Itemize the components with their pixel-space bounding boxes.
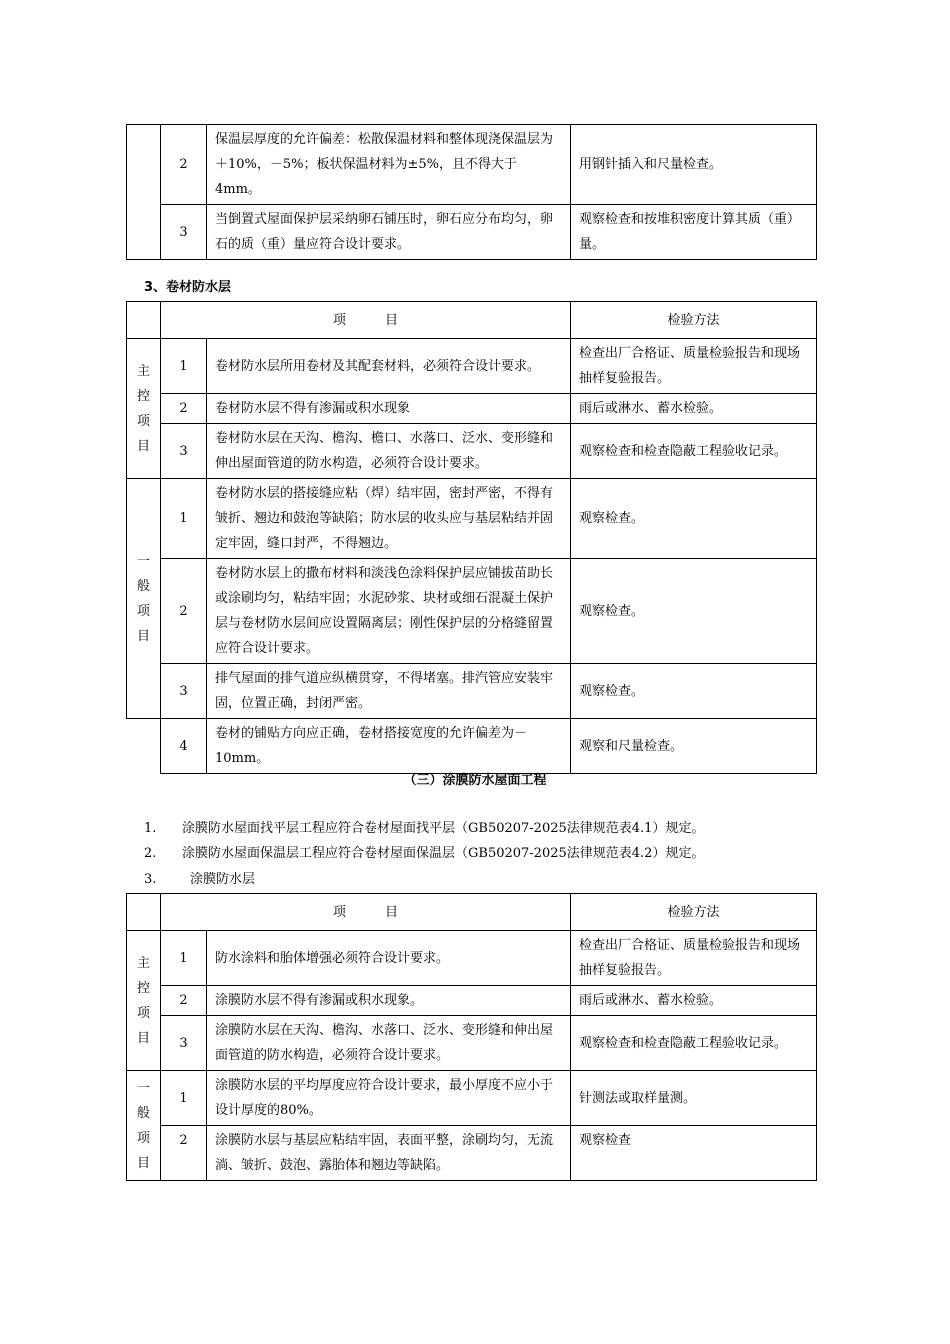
- table-header-row: [127, 302, 817, 339]
- header-blank: [127, 894, 161, 931]
- group-general: 一 般 项 目: [127, 479, 161, 719]
- group-cell: [127, 125, 161, 260]
- group-main-control: 主 控 项 目: [127, 339, 161, 479]
- table-row: [127, 394, 817, 424]
- method-cell: 观察检查: [571, 1126, 817, 1181]
- item-cell: 卷材防水层在天沟、檐沟、檐口、水落口、泛水、变形缝和伸出屋面管道的防水构造，必须符合设计要求。: [207, 424, 571, 479]
- table-insulation-continued: [126, 124, 817, 260]
- section-title-roll-waterproof: 3、卷材防水层: [144, 280, 232, 295]
- table-header-row: [127, 894, 817, 931]
- item-cell: 卷材防水层上的撒布材料和淡浅色涂料保护层应铺拔苗助长或涂刷均匀，粘结牢固；水泥砂浆、块材或细石混凝土保护层与卷材防水层间应设置隔离层；刚性保护层的分格缝留置应符合设计要求。: [207, 559, 571, 664]
- method-cell: 观察检查。: [571, 479, 817, 559]
- item-cell: 防水涂料和胎体增强必须符合设计要求。: [207, 931, 571, 986]
- method-cell: 雨后或淋水、蓄水检验。: [571, 986, 817, 1016]
- method-cell: 观察和尺量检查。: [571, 719, 817, 774]
- item-cell: 涂膜防水层的平均厚度应符合设计要求，最小厚度不应小于设计厚度的80%。: [207, 1071, 571, 1126]
- row-number: 1: [161, 1071, 207, 1126]
- method-cell: 雨后或淋水、蓄水检验。: [571, 394, 817, 424]
- row-number: 1: [161, 479, 207, 559]
- table-row: [127, 205, 817, 260]
- row-number: 3: [161, 1016, 207, 1071]
- header-item: 项 目: [161, 894, 571, 931]
- header-blank: [127, 302, 161, 339]
- table-row: [127, 931, 817, 986]
- method-cell: 检查出厂合格证、质量检验报告和现场抽样复验报告。: [571, 931, 817, 986]
- list-item-num: 1.: [144, 821, 157, 836]
- row-number: 2: [161, 1126, 207, 1181]
- item-cell: 涂膜防水层与基层应粘结牢固，表面平整，涂刷均匀，无流淌、皱折、鼓泡、露胎体和翘边等缺陷。: [207, 1126, 571, 1181]
- method-cell: 检查出厂合格证、质量检验报告和现场抽样复验报告。: [571, 339, 817, 394]
- table-roll-waterproof: [126, 301, 817, 774]
- item-cell: 排气屋面的排气道应纵横贯穿，不得堵塞。排汽管应安装牢固，位置正确，封闭严密。: [207, 664, 571, 719]
- row-number: 2: [161, 125, 207, 205]
- item-cell: 卷材防水层所用卷材及其配套材料，必须符合设计要求。: [207, 339, 571, 394]
- row-number: 2: [161, 559, 207, 664]
- item-cell: 当倒置式屋面保护层采纳卵石铺压时，卵石应分布均匀，卵石的质（重）量应符合设计要求。: [207, 205, 571, 260]
- row-number: 2: [161, 394, 207, 424]
- table-row: [127, 125, 817, 205]
- table-row: [127, 559, 817, 664]
- list-item-num: 3.: [144, 872, 157, 887]
- list-item-num: 2.: [144, 846, 157, 861]
- row-number: 4: [161, 719, 207, 774]
- table-row: [127, 986, 817, 1016]
- method-cell: 观察检查和按堆积密度计算其质（重）量。: [571, 205, 817, 260]
- method-cell: 用钢针插入和尺量检查。: [571, 125, 817, 205]
- list-item-text: 涂膜防水屋面找平层工程应符合卷材屋面找平层（GB50207-2025法律规范表4.1）规定。: [182, 821, 705, 836]
- table-row: [127, 719, 817, 774]
- method-cell: 观察检查。: [571, 559, 817, 664]
- method-cell: 观察检查。: [571, 664, 817, 719]
- table-row: [127, 479, 817, 559]
- group-blank: [127, 719, 161, 774]
- header-method: 检验方法: [571, 302, 817, 339]
- method-cell: 观察检查和检查隐蔽工程验收记录。: [571, 424, 817, 479]
- table-row: [127, 1016, 817, 1071]
- item-cell: 卷材防水层不得有渗漏或积水现象: [207, 394, 571, 424]
- section-title-coating-roof: （三）涂膜防水屋面工程: [403, 773, 547, 788]
- row-number: 3: [161, 424, 207, 479]
- row-number: 1: [161, 339, 207, 394]
- table-row: [127, 1071, 817, 1126]
- table-row: [127, 664, 817, 719]
- item-cell: 卷材的铺贴方向应正确，卷材搭接宽度的允许偏差为－10mm。: [207, 719, 571, 774]
- header-item: 项 目: [161, 302, 571, 339]
- row-number: 3: [161, 205, 207, 260]
- table-row: [127, 424, 817, 479]
- table-coating-waterproof: [126, 893, 817, 1181]
- row-number: 2: [161, 986, 207, 1016]
- group-main-control: 主 控 项 目: [127, 931, 161, 1071]
- header-method: 检验方法: [571, 894, 817, 931]
- table-row: [127, 1126, 817, 1181]
- method-cell: 观察检查和检查隐蔽工程验收记录。: [571, 1016, 817, 1071]
- item-cell: 卷材防水层的搭接缝应粘（焊）结牢固，密封严密，不得有皱折、翘边和鼓泡等缺陷；防水层的收头应与基层粘结并固定牢固，缝口封严，不得翘边。: [207, 479, 571, 559]
- method-cell: 针测法或取样量测。: [571, 1071, 817, 1126]
- item-cell: 保温层厚度的允许偏差：松散保温材料和整体现浇保温层为＋10%，－5%；板状保温材料为±5%，且不得大于4mm。: [207, 125, 571, 205]
- list-item-text: 涂膜防水层: [190, 872, 256, 887]
- group-general: 一 般 项 目: [127, 1071, 161, 1181]
- item-cell: 涂膜防水层不得有渗漏或积水现象。: [207, 986, 571, 1016]
- row-number: 1: [161, 931, 207, 986]
- list-item-text: 涂膜防水屋面保温层工程应符合卷材屋面保温层（GB50207-2025法律规范表4.2）规定。: [182, 846, 705, 861]
- row-number: 3: [161, 664, 207, 719]
- item-cell: 涂膜防水层在天沟、檐沟、水落口、泛水、变形缝和伸出屋面管道的防水构造，必须符合设计要求。: [207, 1016, 571, 1071]
- table-row: [127, 339, 817, 394]
